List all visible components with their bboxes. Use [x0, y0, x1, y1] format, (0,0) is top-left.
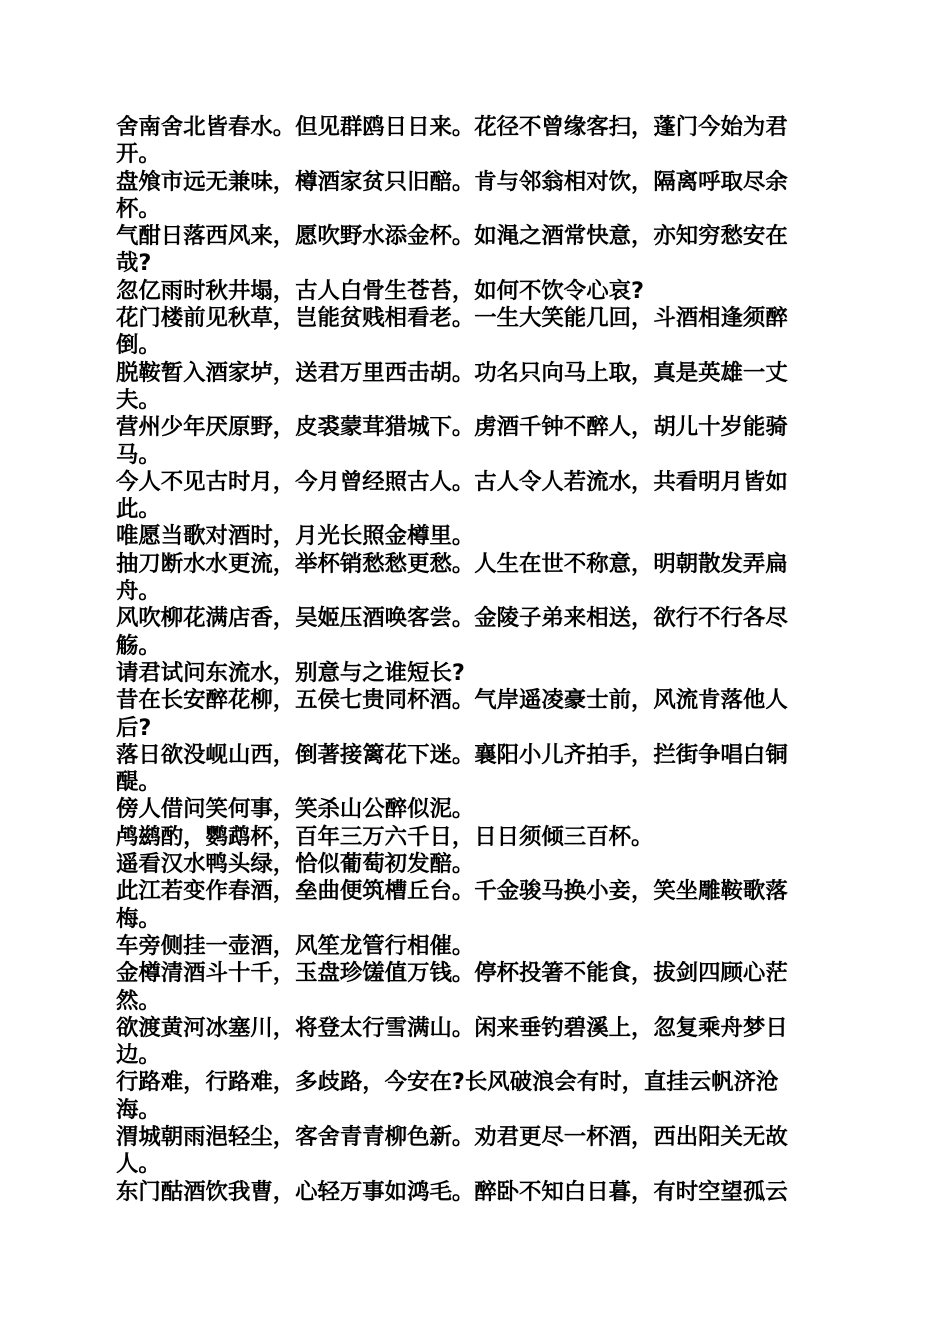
text-line: 盘飧市远无兼味，樽酒家贫只旧醅。肯与邻翁相对饮，隔离呼取尽余 — [116, 168, 788, 195]
text-line: 风吹柳花满店香，吴姬压酒唤客尝。金陵子弟来相送，欲行不行各尽 — [116, 605, 788, 632]
text-line: 东门酤酒饮我曹，心轻万事如鸿毛。醉卧不知白日暮，有时空望孤云 — [116, 1178, 788, 1205]
text-line: 舟。 — [116, 578, 161, 605]
text-line: 遥看汉水鸭头绿，恰似葡萄初发醅。 — [116, 851, 475, 878]
text-line: 觞。 — [116, 632, 161, 659]
text-line: 唯愿当歌对酒时，月光长照金樽里。 — [116, 523, 475, 550]
text-line: 边。 — [116, 1042, 161, 1069]
text-line: 梅。 — [116, 905, 161, 932]
text-line: 营州少年厌原野，皮裘蒙茸猎城下。虏酒千钟不醉人，胡儿十岁能骑 — [116, 414, 788, 441]
text-line: 哉? — [116, 250, 152, 277]
text-line: 醍。 — [116, 769, 161, 796]
text-line: 昔在长安醉花柳，五侯七贵同杯酒。气岸遥凌豪士前，风流肯落他人 — [116, 687, 788, 714]
text-line: 此江若变作春酒，垒曲便筑槽丘台。千金骏马换小妾，笑坐雕鞍歌落 — [116, 878, 788, 905]
text-line: 忽亿雨时秋井塌，古人白骨生苍苔，如何不饮令心哀? — [116, 277, 644, 304]
text-line: 落日欲没岘山西，倒著接篱花下迷。襄阳小儿齐拍手，拦街争唱白铜 — [116, 741, 788, 768]
text-line: 后? — [116, 714, 152, 741]
text-line: 傍人借问笑何事，笑杀山公醉似泥。 — [116, 796, 475, 823]
text-line: 舍南舍北皆春水。但见群鸥日日来。花径不曾缘客扫，蓬门今始为君 — [116, 114, 788, 140]
text-line: 行路难，行路难，多歧路，今安在?长风破浪会有时，直挂云帆济沧 — [116, 1069, 779, 1096]
text-line: 渭城朝雨浥轻尘，客舍青青柳色新。劝君更尽一杯酒，西出阳关无故 — [116, 1123, 788, 1150]
text-line: 马。 — [116, 441, 161, 468]
text-line: 倒。 — [116, 332, 161, 359]
text-line: 鸬鹚酌，鹦鹉杯，百年三万六千日，日日须倾三百杯。 — [116, 823, 654, 850]
text-line: 夫。 — [116, 386, 161, 413]
poem-text-block — [116, 114, 836, 1206]
text-line: 抽刀断水水更流，举杯销愁愁更愁。人生在世不称意，明朝散发弄扁 — [116, 550, 788, 577]
text-line: 金樽清酒斗十千，玉盘珍馐值万钱。停杯投箸不能食，拔剑四顾心茫 — [116, 960, 788, 987]
text-line: 花门楼前见秋草，岂能贫贱相看老。一生大笑能几回，斗酒相逢须醉 — [116, 305, 788, 332]
text-line: 此。 — [116, 496, 161, 523]
text-line: 然。 — [116, 987, 161, 1014]
text-line: 车旁侧挂一壶酒，风笙龙管行相催。 — [116, 932, 475, 959]
text-line: 脱鞍暂入酒家垆，送君万里西击胡。功名只向马上取，真是英雄一丈 — [116, 359, 788, 386]
text-line: 人。 — [116, 1151, 161, 1178]
text-line: 请君试问东流水，别意与之谁短长? — [116, 659, 465, 686]
text-line: 欲渡黄河冰塞川，将登太行雪满山。闲来垂钓碧溪上，忽复乘舟梦日 — [116, 1014, 788, 1041]
text-line: 开。 — [116, 141, 161, 168]
text-line: 今人不见古时月，今月曾经照古人。古人令人若流水，共看明月皆如 — [116, 468, 788, 495]
text-line: 海。 — [116, 1096, 161, 1123]
text-line: 气酣日落西风来，愿吹野水添金杯。如渑之酒常快意，亦知穷愁安在 — [116, 223, 788, 250]
text-line: 杯。 — [116, 195, 161, 222]
